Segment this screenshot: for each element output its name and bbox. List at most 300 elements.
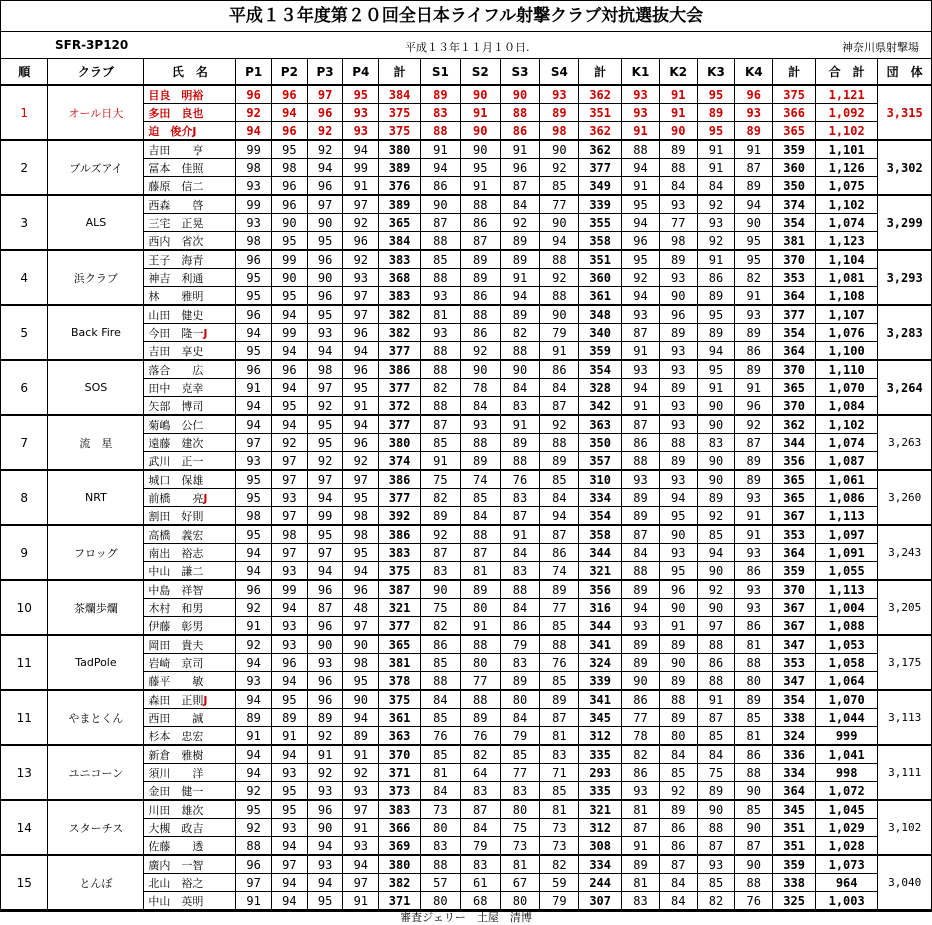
score-cell: 91 [659,104,697,122]
table-row [1,415,931,434]
score-cell: 88 [500,452,540,471]
score-cell: 73 [540,819,579,837]
score-cell: 91 [236,379,272,397]
score-cell: 87 [622,324,660,342]
score-cell: 89 [697,104,735,122]
subtotal-cell: 364 [773,782,816,801]
shooter-name-cell [144,324,236,342]
shooter-name: 佐藤 透 [148,839,204,853]
score-cell: 83 [540,745,579,764]
score-cell: 93 [659,360,697,379]
score-cell: 80 [460,654,500,672]
subtotal-cell: 381 [379,654,421,672]
grand-total-cell: 1,045 [816,800,878,819]
subtotal-cell: 341 [579,690,622,709]
subtotal-cell: 321 [379,599,421,617]
score-cell: 92 [307,122,343,141]
score-cell: 86 [460,214,500,232]
subtotal-cell: 354 [579,507,622,526]
score-cell: 85 [540,782,579,801]
score-cell: 75 [500,819,540,837]
shooter-name: 藤平 敏 [148,674,204,688]
score-cell: 95 [460,159,500,177]
subtotal-cell: 368 [379,269,421,287]
shooter-name: 三宅 正晃 [148,216,204,230]
score-cell: 93 [659,195,697,214]
rank-cell: 11 [1,690,48,745]
score-cell: 94 [343,342,379,361]
score-cell: 98 [307,360,343,379]
score-cell: 93 [622,617,660,636]
shooter-name-cell [144,195,236,214]
score-cell: 94 [622,214,660,232]
score-cell: 93 [622,305,660,324]
subtotal-cell: 362 [773,415,816,434]
score-cell: 88 [460,434,500,452]
team-total-cell: 3,302 [878,140,931,195]
score-cell: 95 [659,507,697,526]
club-cell: ALS [48,195,144,250]
score-cell: 90 [540,140,579,159]
score-cell: 88 [540,635,579,654]
subtotal-cell: 356 [579,580,622,599]
score-cell: 96 [272,360,308,379]
team-total-cell: 3,315 [878,85,931,140]
shooter-name: 吉田 享史 [148,344,204,358]
score-cell: 81 [500,855,540,874]
score-cell: 92 [236,819,272,837]
team-total-cell: 3,293 [878,250,931,305]
score-cell: 88 [697,672,735,691]
score-cell: 86 [697,654,735,672]
subtotal-cell: 316 [579,599,622,617]
score-cell: 93 [540,85,579,104]
score-cell: 89 [343,727,379,746]
score-cell: 84 [500,599,540,617]
score-cell: 87 [697,709,735,727]
score-cell: 87 [659,855,697,874]
score-cell: 97 [697,617,735,636]
score-cell: 97 [236,434,272,452]
score-cell: 88 [500,104,540,122]
score-cell: 91 [307,745,343,764]
score-cell: 90 [697,397,735,416]
score-cell: 86 [735,342,773,361]
score-cell: 91 [697,250,735,269]
subtotal-cell: 342 [579,397,622,416]
header-p3: P3 [307,59,343,85]
subtotal-cell: 310 [579,470,622,489]
table-row [1,140,931,159]
subtotal-cell: 386 [379,470,421,489]
score-cell: 95 [307,305,343,324]
shooter-name: 吉田 亨 [148,143,204,157]
subtotal-cell: 386 [379,360,421,379]
grand-total-cell: 1,091 [816,544,878,562]
subtotal-cell: 345 [773,800,816,819]
header-s3: S3 [500,59,540,85]
header-s2: S2 [460,59,500,85]
score-cell: 89 [500,434,540,452]
score-cell: 88 [540,287,579,306]
team-total-cell: 3,263 [878,415,931,470]
shooter-name-cell [144,250,236,269]
score-cell: 86 [421,635,461,654]
subtotal-cell: 383 [379,287,421,306]
club-cell: ユニコーン [48,745,144,800]
score-cell: 82 [697,892,735,910]
header-s4: S4 [540,59,579,85]
score-cell: 89 [622,855,660,874]
score-cell: 94 [236,764,272,782]
score-cell: 99 [272,580,308,599]
subtotal-cell: 344 [579,544,622,562]
shooter-name: 西田 誠 [148,711,204,725]
score-cell: 80 [735,672,773,691]
score-cell: 93 [272,562,308,581]
score-cell: 95 [735,232,773,251]
score-cell: 90 [540,214,579,232]
score-cell: 83 [697,434,735,452]
score-cell: 94 [622,159,660,177]
shooter-name: 今田 隆一 [148,326,204,340]
score-cell: 91 [735,507,773,526]
subtotal-cell: 376 [379,177,421,196]
score-cell: 96 [307,104,343,122]
grand-total-cell: 1,075 [816,177,878,196]
score-cell: 88 [540,250,579,269]
subtotal-cell: 365 [773,489,816,507]
score-cell: 76 [735,892,773,910]
grand-total-cell: 1,126 [816,159,878,177]
rank-cell: 5 [1,305,48,360]
team-total-cell: 3,111 [878,745,931,800]
team-total-cell: 3,243 [878,525,931,580]
score-cell: 93 [236,672,272,691]
score-cell: 89 [500,250,540,269]
score-cell: 98 [272,159,308,177]
score-cell: 90 [735,782,773,801]
score-cell: 89 [622,489,660,507]
subtotal-cell: 244 [579,874,622,892]
score-cell: 95 [236,525,272,544]
grand-total-cell: 1,113 [816,580,878,599]
subtotal-cell: 338 [773,874,816,892]
score-cell: 85 [697,874,735,892]
score-cell: 92 [236,104,272,122]
score-cell: 95 [343,85,379,104]
score-cell: 84 [500,379,540,397]
score-cell: 81 [421,305,461,324]
score-cell: 91 [343,397,379,416]
score-cell: 95 [272,800,308,819]
subtotal-cell: 335 [579,782,622,801]
page-title: 平成１３年度第２０回全日本ライフル射撃クラブ対抗選抜大会 [1,1,931,32]
score-cell: 95 [343,544,379,562]
table-row [1,855,931,874]
score-cell: 99 [272,324,308,342]
score-cell: 83 [421,837,461,856]
score-cell: 84 [659,177,697,196]
subtotal-cell: 381 [773,232,816,251]
score-cell: 89 [421,85,461,104]
score-cell: 87 [540,709,579,727]
grand-total-cell: 1,102 [816,195,878,214]
rank-cell: 2 [1,140,48,195]
grand-total-cell: 1,053 [816,635,878,654]
score-cell: 80 [500,690,540,709]
score-cell: 99 [343,159,379,177]
score-cell: 92 [343,452,379,471]
shooter-name: 新倉 雅樹 [148,748,204,762]
shooter-name-cell [144,342,236,361]
score-cell: 96 [307,177,343,196]
grand-total-cell: 1,028 [816,837,878,856]
score-cell: 96 [272,85,308,104]
score-cell: 90 [460,85,500,104]
header-k4: K4 [735,59,773,85]
score-cell: 89 [307,709,343,727]
score-cell: 88 [622,452,660,471]
score-cell: 90 [697,800,735,819]
score-cell: 92 [540,159,579,177]
score-cell: 87 [540,525,579,544]
score-cell: 84 [697,177,735,196]
score-cell: 87 [735,434,773,452]
subtotal-cell: 339 [579,672,622,691]
score-cell: 97 [307,195,343,214]
score-cell: 80 [421,819,461,837]
subtotal-cell: 377 [379,342,421,361]
subtotal-cell: 338 [773,709,816,727]
score-cell: 89 [540,690,579,709]
score-cell: 80 [500,892,540,910]
score-cell: 82 [500,324,540,342]
score-cell: 94 [236,544,272,562]
score-cell: 89 [735,122,773,141]
shooter-name: 冨本 佳照 [148,161,204,175]
subtotal-cell: 358 [579,232,622,251]
score-cell: 97 [343,195,379,214]
grand-total-cell: 1,123 [816,232,878,251]
club-cell: フロッグ [48,525,144,580]
header-grand-total: 合 計 [816,59,878,85]
score-cell: 92 [272,434,308,452]
score-cell: 91 [421,452,461,471]
score-cell: 96 [236,855,272,874]
rank-cell: 3 [1,195,48,250]
grand-total-cell: 1,055 [816,562,878,581]
shooter-name: 廣内 一智 [148,858,204,872]
subtotal-cell: 377 [379,415,421,434]
score-cell: 74 [460,470,500,489]
score-cell: 88 [500,580,540,599]
score-cell: 96 [307,800,343,819]
score-cell: 83 [460,855,500,874]
score-cell: 91 [622,177,660,196]
score-cell: 89 [540,580,579,599]
header-p4: P4 [343,59,379,85]
subtotal-cell: 345 [579,709,622,727]
subtotal-cell: 354 [773,324,816,342]
shooter-name-cell [144,360,236,379]
subtotal-cell: 362 [579,85,622,104]
shooter-name-cell [144,434,236,452]
subtotal-cell: 365 [773,470,816,489]
score-cell: 82 [421,489,461,507]
score-cell: 88 [460,305,500,324]
score-cell: 80 [500,800,540,819]
shooter-name-cell [144,654,236,672]
score-cell: 87 [622,525,660,544]
score-cell: 93 [735,489,773,507]
score-cell: 96 [500,159,540,177]
score-cell: 88 [659,434,697,452]
score-cell: 84 [659,745,697,764]
subtotal-cell: 359 [579,342,622,361]
score-cell: 91 [735,379,773,397]
score-cell: 92 [421,525,461,544]
score-cell: 84 [659,874,697,892]
score-cell: 83 [500,562,540,581]
score-cell: 87 [460,232,500,251]
score-cell: 91 [697,159,735,177]
subtotal-cell: 375 [773,85,816,104]
score-cell: 94 [236,690,272,709]
subtotal-cell: 374 [773,195,816,214]
score-cell: 95 [272,782,308,801]
score-cell: 85 [421,745,461,764]
score-cell: 93 [659,342,697,361]
score-cell: 91 [460,617,500,636]
score-cell: 97 [272,855,308,874]
shooter-name: 林 雅明 [148,289,204,303]
shooter-name-cell [144,617,236,636]
score-cell: 92 [697,580,735,599]
score-cell: 95 [697,122,735,141]
shooter-name: 中島 祥智 [148,583,204,597]
score-cell: 97 [343,617,379,636]
score-cell: 95 [697,85,735,104]
score-cell: 94 [622,599,660,617]
shooter-name-cell [144,672,236,691]
score-cell: 91 [697,379,735,397]
score-cell: 77 [622,709,660,727]
score-cell: 94 [236,415,272,434]
shooter-name-cell [144,800,236,819]
score-cell: 88 [735,654,773,672]
subtotal-cell: 356 [773,452,816,471]
score-cell: 94 [343,562,379,581]
score-cell: 85 [421,434,461,452]
score-cell: 94 [659,489,697,507]
shooter-name: 目良 明裕 [148,88,204,102]
shooter-name-cell [144,287,236,306]
score-cell: 80 [421,892,461,910]
score-cell: 85 [659,764,697,782]
score-cell: 91 [500,269,540,287]
score-cell: 84 [500,544,540,562]
header-team: 団 体 [878,59,931,85]
score-cell: 81 [540,727,579,746]
score-cell: 73 [421,800,461,819]
score-cell: 91 [697,140,735,159]
footer-judge: 審査ジェリー 土屋 清博 [1,910,931,925]
score-cell: 94 [307,342,343,361]
table-row [1,305,931,324]
score-cell: 88 [500,342,540,361]
event-date: 平成１３年１１月１０日. [405,41,530,54]
subtotal-cell: 375 [379,562,421,581]
score-cell: 94 [272,305,308,324]
grand-total-cell: 1,072 [816,782,878,801]
score-cell: 95 [236,342,272,361]
score-cell: 89 [735,690,773,709]
shooter-name-cell [144,690,236,709]
score-cell: 67 [500,874,540,892]
score-cell: 93 [272,489,308,507]
score-cell: 86 [460,324,500,342]
score-cell: 93 [307,324,343,342]
score-cell: 82 [540,855,579,874]
score-cell: 98 [343,507,379,526]
score-cell: 88 [460,525,500,544]
score-cell: 83 [421,104,461,122]
rank-cell: 4 [1,250,48,305]
shooter-name: 西内 省次 [148,234,204,248]
subtotal-cell: 354 [773,690,816,709]
score-cell: 91 [540,342,579,361]
score-cell: 84 [622,544,660,562]
score-cell: 90 [500,85,540,104]
score-cell: 95 [307,415,343,434]
team-total-cell: 3,283 [878,305,931,360]
header-k3: K3 [697,59,735,85]
score-cell: 88 [421,360,461,379]
score-cell: 86 [659,837,697,856]
score-cell: 90 [697,599,735,617]
score-cell: 90 [343,690,379,709]
score-cell: 91 [236,892,272,910]
score-cell: 93 [343,122,379,141]
subtotal-cell: 334 [579,855,622,874]
rank-cell: 9 [1,525,48,580]
subtotal-cell: 334 [773,764,816,782]
score-cell: 94 [272,342,308,361]
score-cell: 87 [307,599,343,617]
score-cell: 88 [421,232,461,251]
score-cell: 98 [236,232,272,251]
score-cell: 94 [622,379,660,397]
score-cell: 89 [697,324,735,342]
score-cell: 93 [236,214,272,232]
shooter-name: 須川 洋 [148,766,204,780]
score-cell: 90 [307,269,343,287]
score-cell: 90 [697,562,735,581]
grand-total-cell: 1,004 [816,599,878,617]
table-row [1,250,931,269]
shooter-name-cell [144,709,236,727]
score-cell: 99 [272,250,308,269]
subtotal-cell: 312 [579,819,622,837]
score-cell: 91 [343,177,379,196]
club-cell: とんぼ [48,855,144,910]
score-cell: 87 [622,819,660,837]
score-cell: 94 [697,342,735,361]
subtotal-cell: 370 [379,745,421,764]
score-cell: 90 [307,635,343,654]
score-cell: 95 [272,232,308,251]
